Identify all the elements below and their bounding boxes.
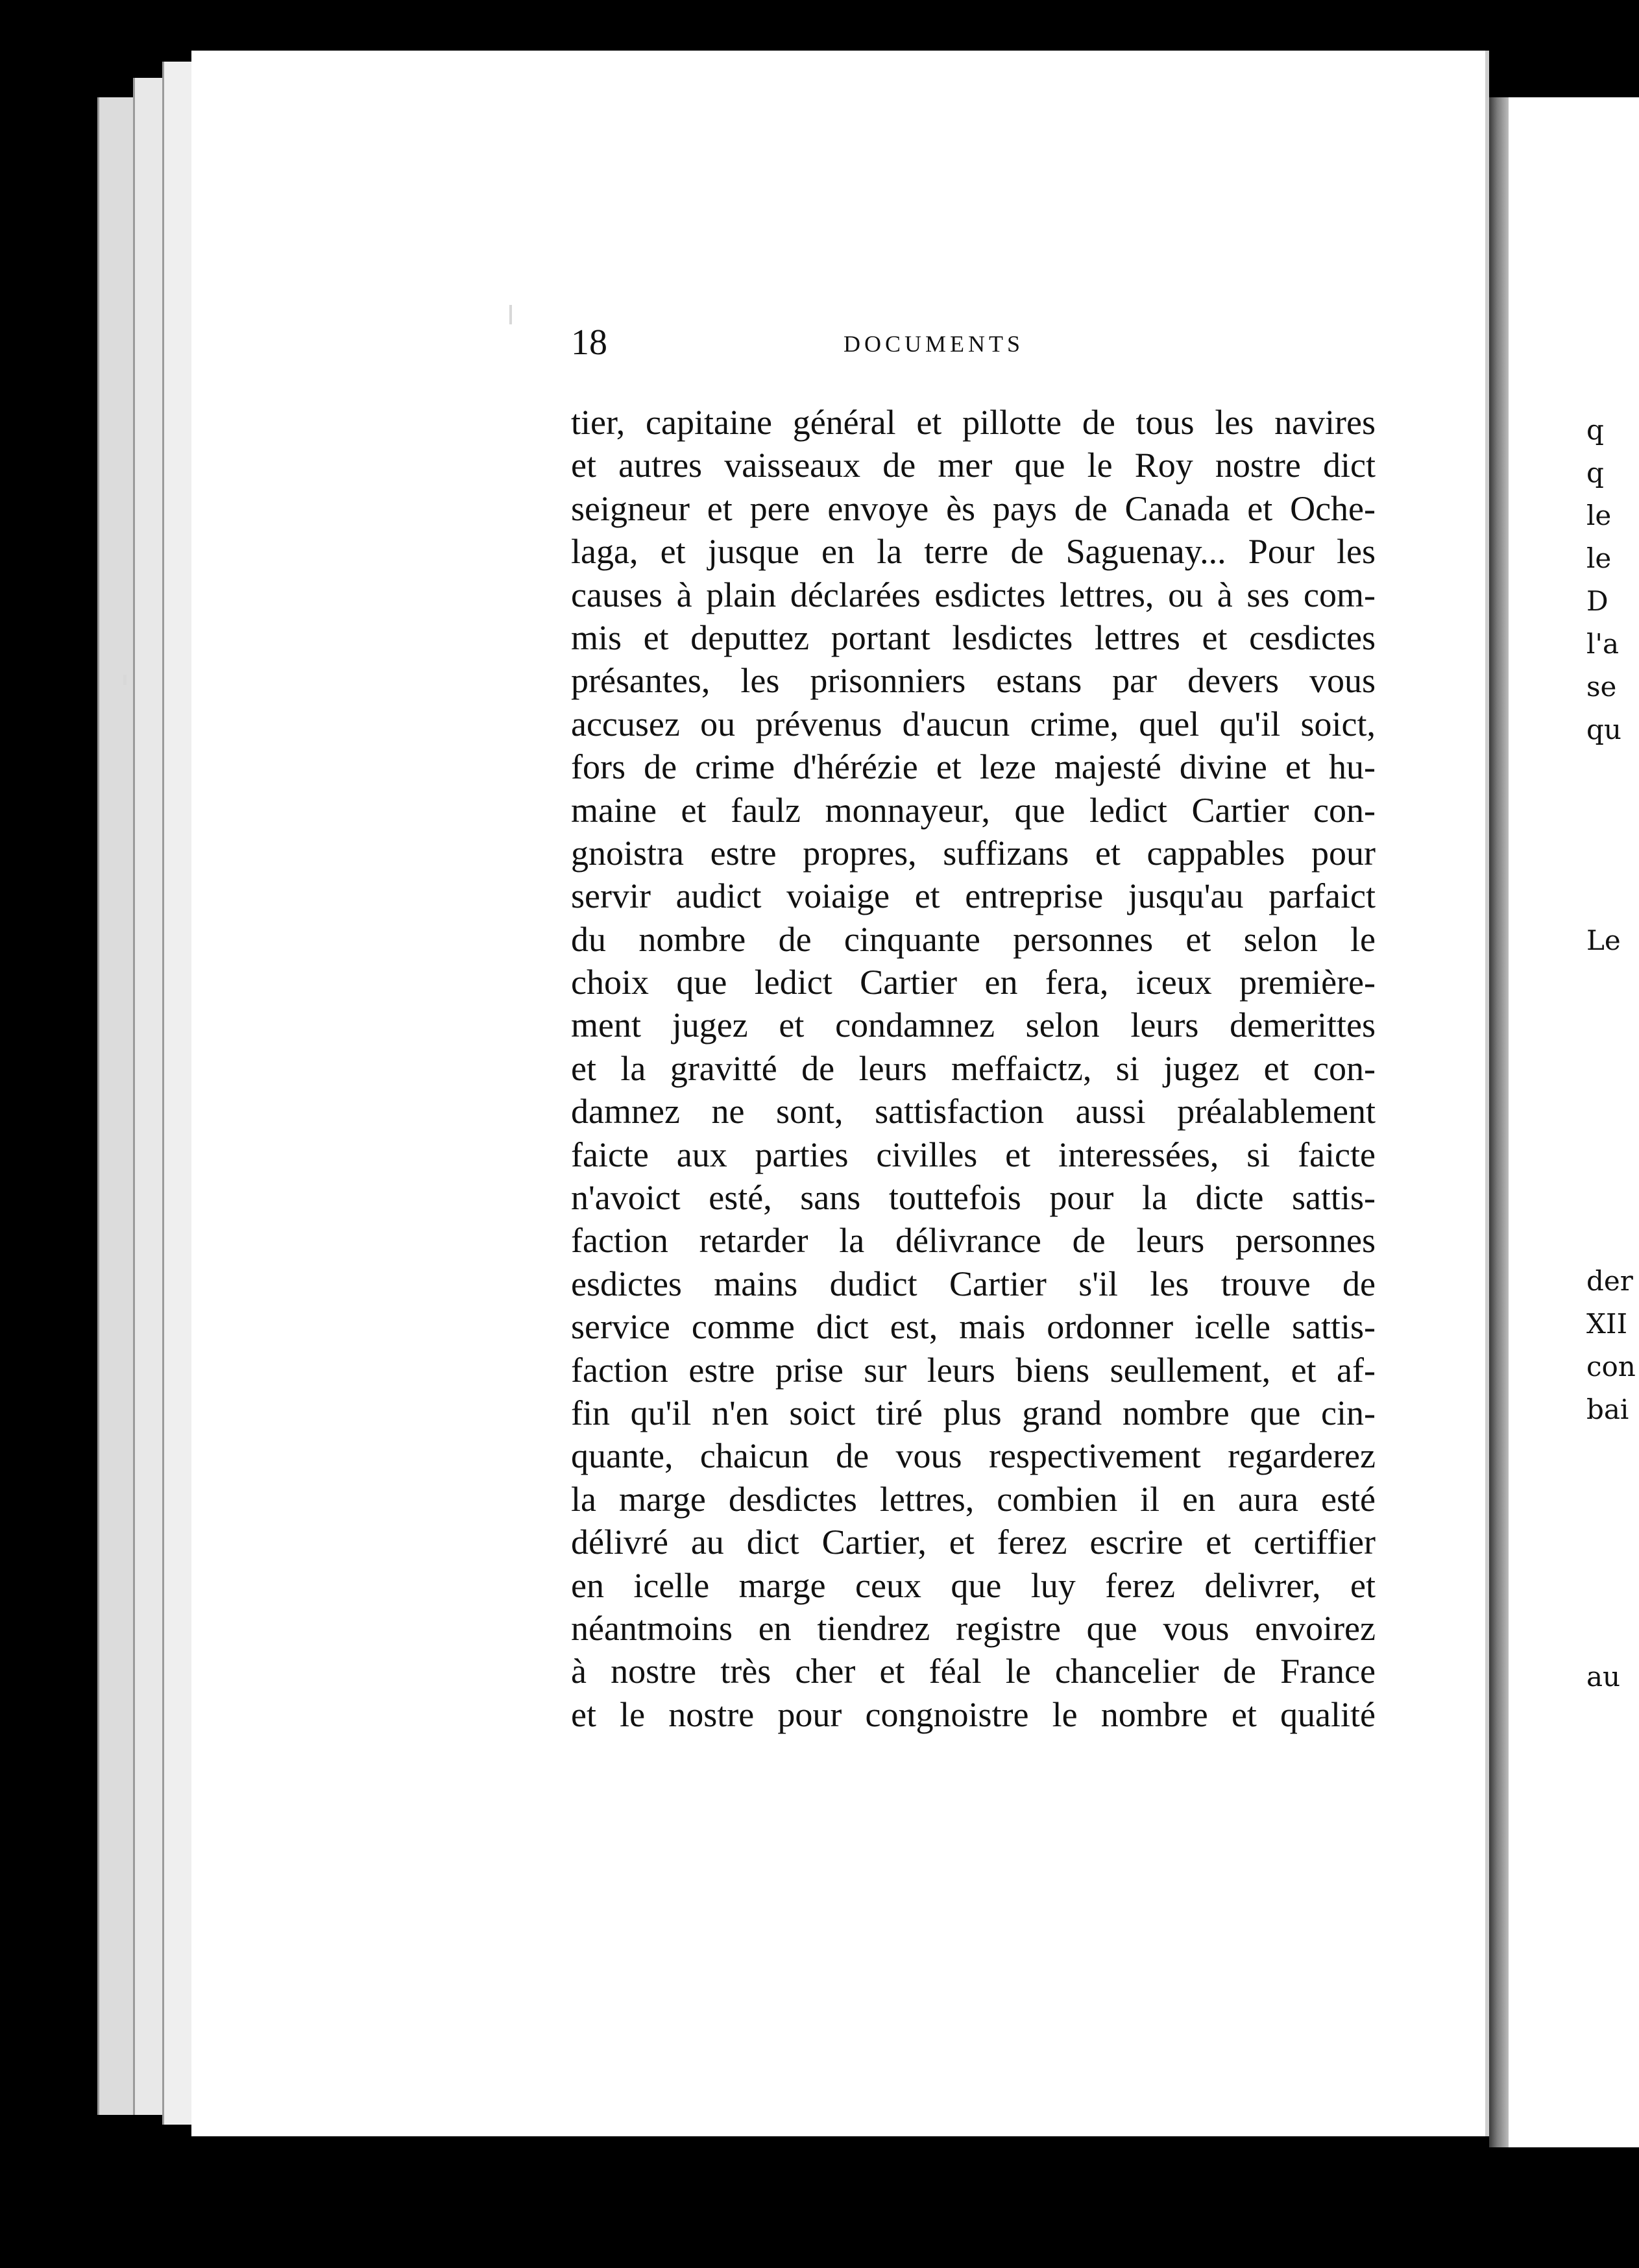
text-line: n'avoict esté, sans touttefois pour la dicte sattis-	[571, 1178, 1376, 1218]
text-line: et la gravitté de leurs meffaictz, si jugez et con-	[571, 1048, 1376, 1088]
text-line: ment jugez et condamnez selon leurs demerittes	[571, 1006, 1376, 1045]
next-page-fragment: XII	[1586, 1308, 1628, 1340]
next-page-fragment: con	[1586, 1351, 1636, 1382]
text-line: faction estre prise sur leurs biens seullement, et af-	[571, 1350, 1376, 1390]
next-page-sliver	[1509, 97, 1639, 2147]
text-line: en icelle marge ceux que luy ferez delivrer, et	[571, 1565, 1376, 1605]
text-line: servir audict voiaige et entreprise jusqu'au parfaict	[571, 876, 1376, 916]
text-line: maine et faulz monnayeur, que ledict Cartier con-	[571, 790, 1376, 830]
page-number: 18	[571, 322, 607, 363]
text-line: faction retarder la délivrance de leurs personnes	[571, 1221, 1376, 1261]
text-line: laga, et jusque en la terre de Saguenay... Pour les	[571, 532, 1376, 572]
running-title: DOCUMENTS	[844, 331, 1025, 357]
next-page-fragment: au	[1586, 1661, 1621, 1693]
text-line: faicte aux parties civilles et interessées, si faicte	[571, 1135, 1376, 1174]
running-head	[571, 323, 1376, 362]
text-line: choix que ledict Cartier en fera, iceux première-	[571, 963, 1376, 1002]
text-line: fors de crime d'hérézie et leze majesté divine et hu-	[571, 747, 1376, 787]
next-page-fragment: D	[1586, 585, 1609, 617]
text-line: mis et deputtez portant lesdictes lettres et cesdictes	[571, 618, 1376, 657]
text-line: esdictes mains dudict Cartier s'il les trouve de	[571, 1264, 1376, 1303]
scan-speck	[123, 675, 127, 685]
next-page-fragment: q	[1586, 457, 1604, 489]
next-page-fragment: bai	[1586, 1393, 1629, 1425]
body-text	[571, 401, 1376, 1736]
scan-speck	[509, 305, 512, 324]
next-page-fragment: l'a	[1586, 628, 1620, 660]
next-page-fragment: qu	[1586, 714, 1621, 745]
text-line: présantes, les prisonniers estans par devers vous	[571, 661, 1376, 701]
page-gutter	[1489, 97, 1509, 2147]
text-line: néantmoins en tiendrez registre que vous envoirez	[571, 1608, 1376, 1648]
next-page-fragment: se	[1586, 671, 1617, 703]
text-line: délivré au dict Cartier, et ferez escrire et certiffier	[571, 1523, 1376, 1562]
next-page-fragment: le	[1586, 500, 1612, 531]
next-page-fragment: der	[1586, 1265, 1633, 1297]
text-line: fin qu'il n'en soict tiré plus grand nombre que cin-	[571, 1393, 1376, 1432]
text-line: du nombre de cinquante personnes et selon le	[571, 919, 1376, 959]
text-line: tier, capitaine général et pillotte de tous les navires	[571, 403, 1376, 442]
text-line: et le nostre pour congnoistre le nombre et qualité	[571, 1695, 1376, 1734]
text-line: et autres vaisseaux de mer que le Roy nostre dict	[571, 446, 1376, 485]
text-line: la marge desdictes lettres, combien il en aura esté	[571, 1479, 1376, 1519]
text-line: gnoistra estre propres, suffizans et cappables pour	[571, 833, 1376, 873]
text-line: seigneur et pere envoye ès pays de Canada et Oche-	[571, 489, 1376, 528]
text-line: accusez ou prévenus d'aucun crime, quel qu'il soict,	[571, 704, 1376, 743]
next-page-fragment: q	[1586, 414, 1604, 446]
next-page-fragment: le	[1586, 542, 1612, 574]
text-line: quante, chaicun de vous respectivement regarderez	[571, 1436, 1376, 1476]
text-line: damnez ne sont, sattisfaction aussi préalablement	[571, 1092, 1376, 1131]
text-line: service comme dict est, mais ordonner icelle sattis-	[571, 1307, 1376, 1347]
text-line: à nostre très cher et féal le chancelier de France	[571, 1652, 1376, 1691]
text-line: causes à plain déclarées esdictes lettres, ou à ses com-	[571, 575, 1376, 614]
next-page-fragment: Le	[1586, 924, 1621, 956]
